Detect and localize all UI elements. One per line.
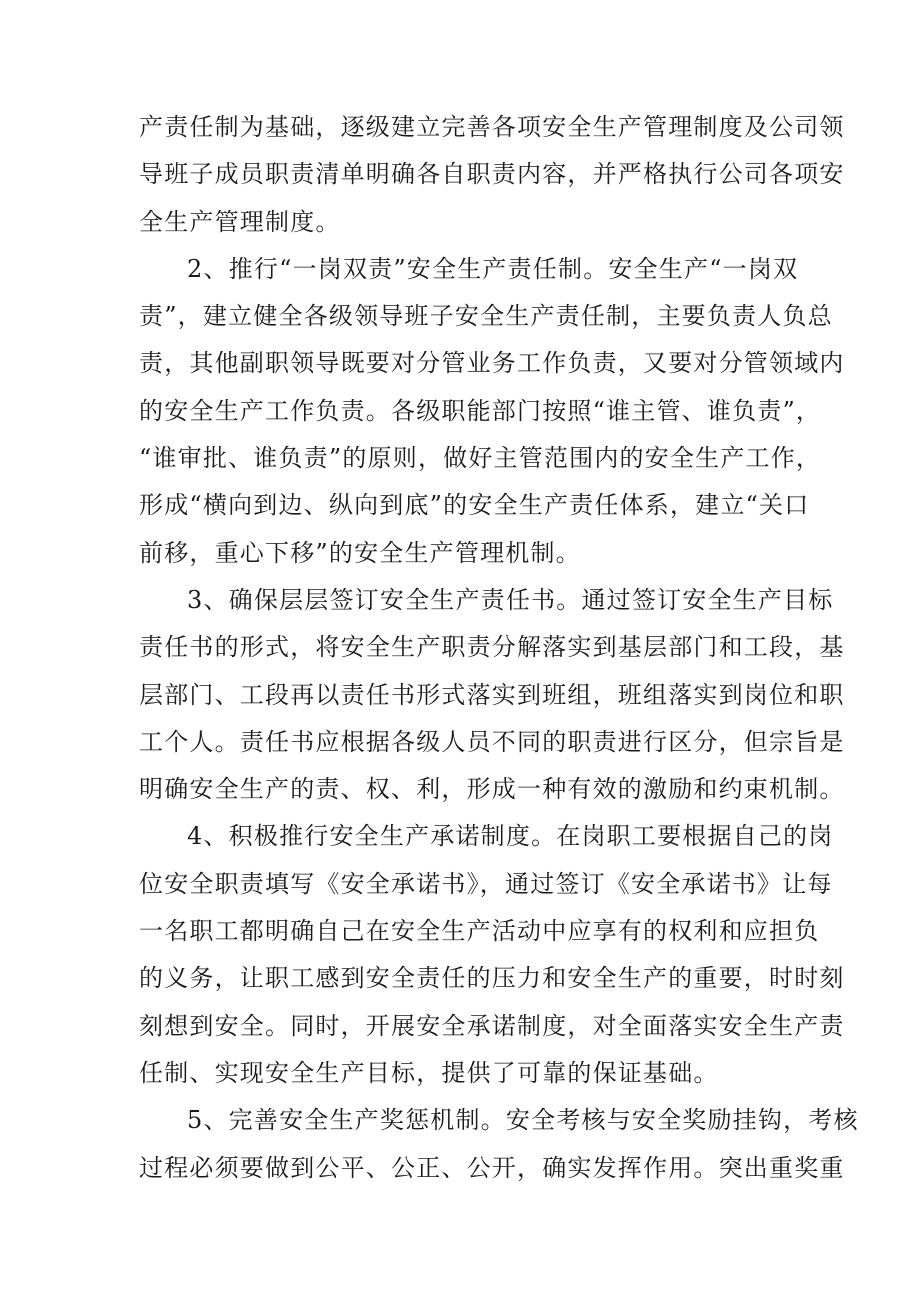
text-line: 责”，建立健全各级领导班子安全生产责任制，主要负责人负总	[139, 302, 833, 331]
text-line: 形成“横向到边、纵向到底”的安全生产责任体系，建立“关口	[139, 491, 810, 520]
text-line: 明确安全生产的责、权、利，形成一种有效的激励和约束机制。	[139, 775, 845, 804]
text-line: 任制、实现安全生产目标，提供了可靠的保证基础。	[139, 1058, 719, 1087]
text-line: “谁审批、谁负责”的原则，做好主管范围内的安全生产工作，	[139, 444, 822, 473]
text-line: 过程必须要做到公平、公正、公开，确实发挥作用。突出重奖重	[139, 1153, 845, 1182]
text-line: 的安全生产工作负责。各级职能部门按照“谁主管、谁负责”，	[139, 396, 822, 425]
paragraph-3-start: 3、确保层层签订安全生产责任书。通过签订安全生产目标	[187, 585, 834, 614]
text-line: 刻想到安全。同时，开展安全承诺制度，对全面落实安全生产责	[139, 1011, 845, 1040]
text-line: 层部门、工段再以责任书形式落实到班组，班组落实到岗位和职	[139, 680, 845, 709]
text-line: 导班子成员职责清单明确各自职责内容，并严格执行公司各项安	[139, 160, 845, 189]
text-line: 的义务，让职工感到安全责任的压力和安全生产的重要，时时刻	[139, 964, 845, 993]
text-line: 前移，重心下移”的安全生产管理机制。	[139, 538, 581, 567]
text-line: 产责任制为基础，逐级建立完善各项安全生产管理制度及公司领	[139, 113, 845, 141]
paragraph-5-start: 5、完善安全生产奖惩机制。安全考核与安全奖励挂钩，考核	[187, 1106, 859, 1135]
text-line: 位安全职责填写《安全承诺书》，通过签订《安全承诺书》让每	[139, 869, 833, 898]
text-line: 一名职工都明确自己在安全生产活动中应享有的权利和应担负	[139, 917, 820, 946]
paragraph-2-start: 2、推行“一岗双责”安全生产责任制。安全生产“一岗双	[187, 254, 799, 283]
text-line: 责，其他副职领导既要对分管业务工作负责，又要对分管领域内	[139, 349, 845, 378]
text-line: 工个人。责任书应根据各级人员不同的职责进行区分，但宗旨是	[139, 727, 845, 756]
document-body	[139, 104, 859, 1192]
paragraph-4-start: 4、积极推行安全生产承诺制度。在岗职工要根据自己的岗	[187, 822, 834, 851]
text-line: 全生产管理制度。	[139, 207, 341, 236]
text-line: 责任书的形式，将安全生产职责分解落实到基层部门和工段，基	[139, 633, 845, 662]
